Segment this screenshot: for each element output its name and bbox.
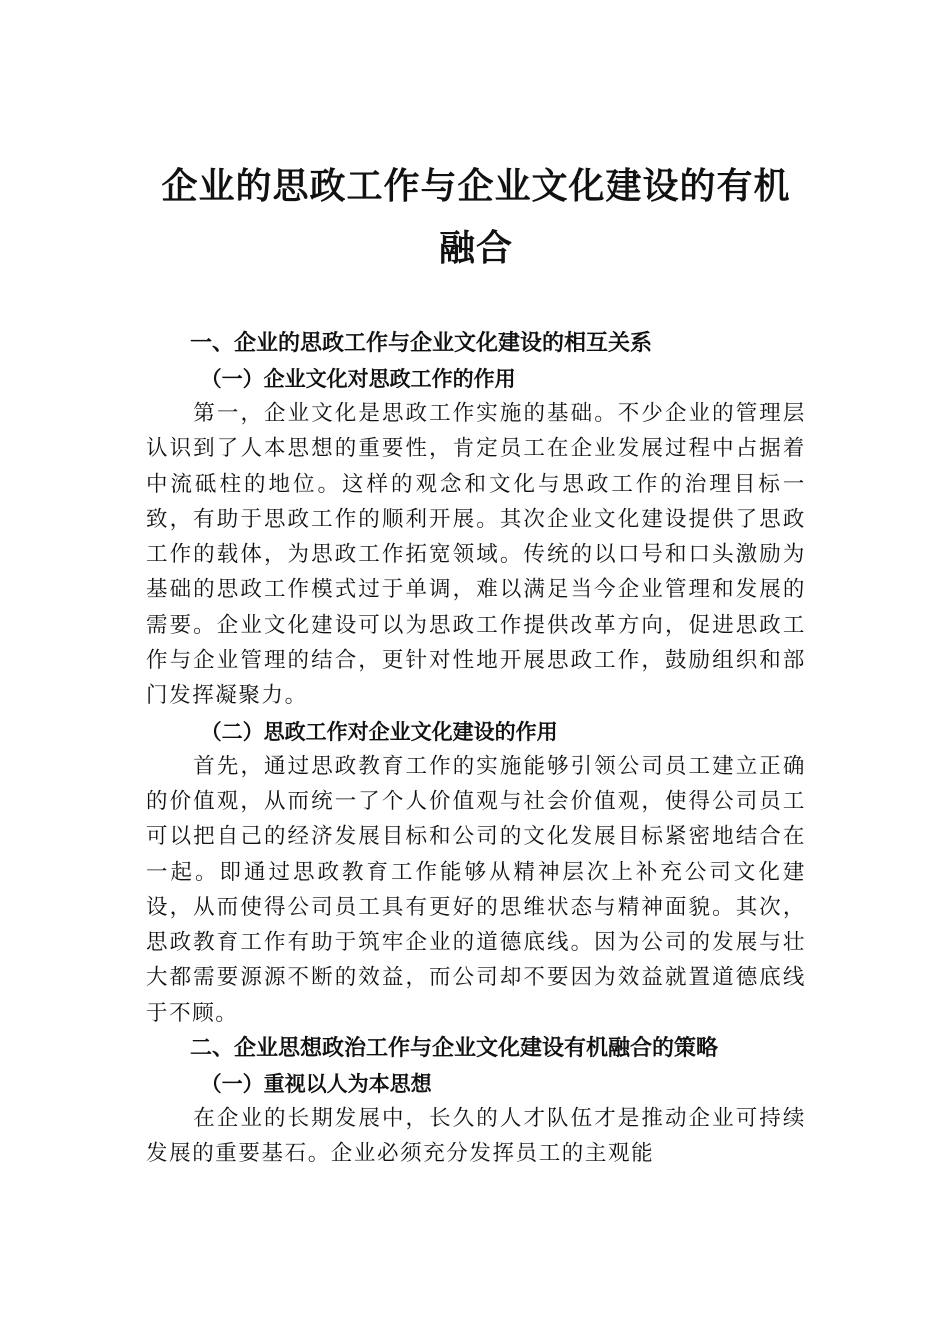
paragraph-1-1: 第一，企业文化是思政工作实施的基础。不少企业的管理层认识到了人本思想的重要性，肯定员工在企业发展过程中占据着中流砥柱的地位。这样的观念和文化与思政工作的治理目标一致，有助于思政工作的顺利开展。其次企业文化建设提供了思政工作的载体，为思政工作拓宽领域。传统的以口号和口头激励为基础的思政工作模式过于单调，难以满足当今企业管理和发展的需要。企业文化建设可以为思政工作提供改革方向，促进思政工作与企业管理的结合，更针对性地开展思政工作，鼓励组织和部门发挥凝聚力。 (146, 401, 806, 709)
paragraph-1-2: 首先，通过思政教育工作的实施能够引领公司员工建立正确的价值观，从而统一了个人价值观与社会价值观，使得公司员工可以把自己的经济发展目标和公司的文化发展目标紧密地结合在一起。即通过思政教育工作能够从精神层次上补充公司文化建设，从而使得公司员工具有更好的思维状态与精神面貌。其次，思政教育工作有助于筑牢企业的道德底线。因为公司的发展与壮大都需要源源不断的效益，而公司却不要因为效益就置道德底线于不顾。 (146, 753, 806, 1026)
subsection-heading-1-1: （一）企业文化对思政工作的作用 (200, 366, 516, 391)
document-title: 企业的思政工作与企业文化建设的有机融合 (161, 166, 791, 269)
section-heading-1: 一、企业的思政工作与企业文化建设的相互关系 (190, 331, 653, 356)
section-heading-2: 二、企业思想政治工作与企业文化建设有机融合的策略 (190, 1036, 719, 1062)
subsection-heading-1-2: （二）思政工作对企业文化建设的作用 (200, 718, 558, 744)
subsection-heading-2-1: （一）重视以人为本思想 (200, 1071, 432, 1097)
document-body (146, 156, 806, 1172)
paragraph-2-1: 在企业的长期发展中，长久的人才队伍才是推动企业可持续发展的重要基石。企业必须充分发挥员工的主观能 (146, 1106, 806, 1167)
